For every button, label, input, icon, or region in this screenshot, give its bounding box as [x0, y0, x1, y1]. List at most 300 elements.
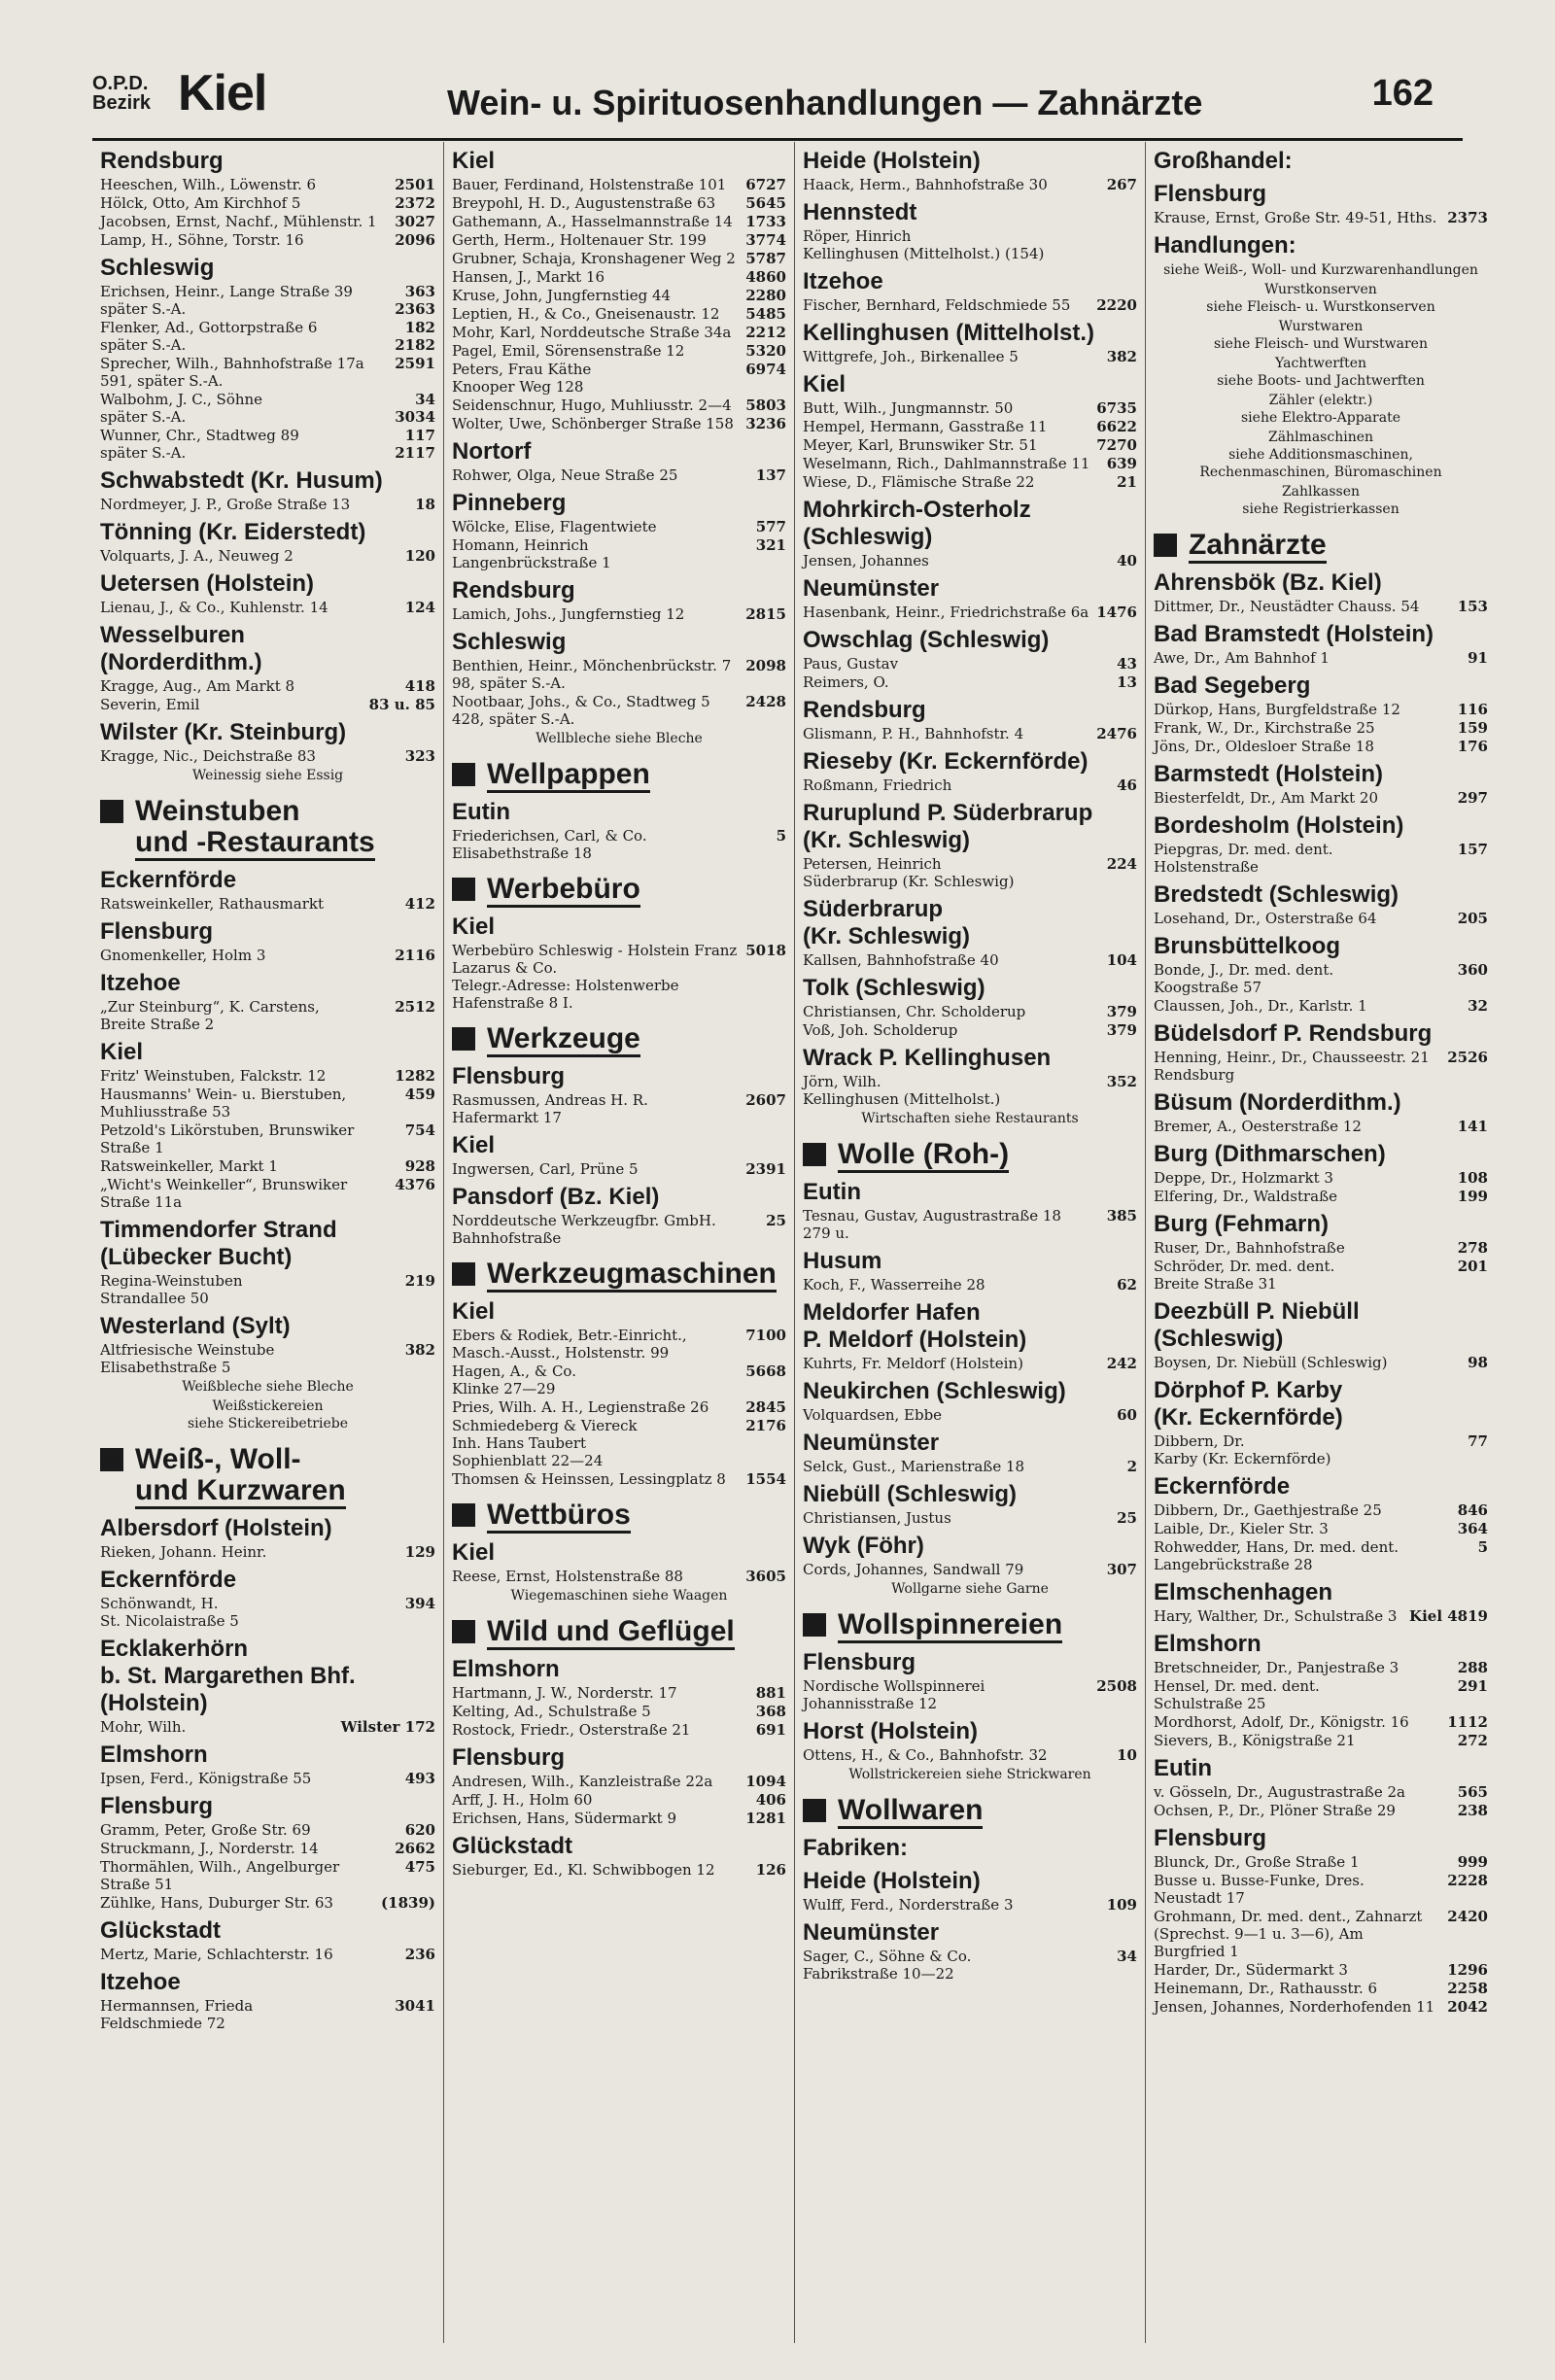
listing-name: Heeschen, Wilh., Löwenstr. 6	[100, 176, 317, 193]
listing-entry	[1154, 997, 1488, 1015]
listing-entry	[100, 547, 435, 565]
listing-entry	[1154, 841, 1488, 876]
phone-number: Wilster 172	[340, 1718, 435, 1736]
listing-entry	[803, 725, 1137, 742]
listing-entry	[452, 466, 786, 484]
phone-number: 176	[1457, 738, 1488, 755]
listing-entry	[100, 1894, 435, 1912]
category-heading	[1154, 530, 1488, 564]
phone-number: 5018	[745, 942, 786, 959]
listing-name: Ingwersen, Carl, Prüne 5	[452, 1160, 639, 1178]
cross-reference: Wiegemaschinen siehe Waagen	[510, 1588, 728, 1604]
listing-name: Volquardsen, Ebbe	[803, 1406, 943, 1424]
listing-entry	[100, 1272, 435, 1307]
listing-entry	[803, 1073, 1137, 1108]
category-title: Werkzeuge	[487, 1023, 640, 1057]
listing-name: „Zur Steinburg“, K. Carstens, Breite Straße 2	[100, 998, 320, 1033]
phone-number: 2391	[745, 1160, 786, 1178]
phone-number: 6735	[1096, 399, 1137, 417]
phone-number: 999	[1457, 1853, 1488, 1871]
phone-number: 98	[1468, 1354, 1488, 1371]
cross-reference: Wollgarne siehe Garne	[891, 1581, 1049, 1597]
listing-name: Rohwedder, Hans, Dr. med. dent. Langebrückstraße 28	[1154, 1538, 1400, 1573]
listing-name: Koch, F., Wasserreihe 28	[803, 1276, 985, 1293]
place-heading: Elmshorn	[1154, 1631, 1261, 1657]
phone-number: 117 2117	[395, 427, 435, 462]
listing-name: Gramm, Peter, Große Str. 69	[100, 1821, 311, 1839]
square-bullet-icon	[452, 1262, 475, 1286]
phone-number: 5787	[745, 250, 786, 267]
phone-number: 323	[404, 747, 435, 765]
place-heading: Nortorf	[452, 438, 532, 465]
phone-number: 565	[1457, 1783, 1488, 1801]
listing-entry	[100, 696, 435, 713]
category-heading	[100, 796, 435, 861]
phone-number: 2228	[1447, 1872, 1488, 1889]
listing-name: Hermannsen, Frieda Feldschmiede 72	[100, 1997, 254, 2032]
listing-name: Nootbaar, Johs., & Co., Stadtweg 5 428, später S.-A.	[452, 693, 710, 728]
phone-number: 368	[755, 1703, 786, 1720]
phone-number: 2372	[395, 194, 435, 212]
place-heading: Heide (Holstein)	[803, 148, 981, 174]
square-bullet-icon	[803, 1613, 826, 1637]
phone-number: 2512	[395, 998, 435, 1016]
listing-name: Sager, C., Söhne & Co. Fabrikstraße 10—22	[803, 1948, 972, 1983]
listing-entry	[803, 296, 1137, 314]
listing-entry	[100, 1718, 435, 1736]
phone-number: 2526	[1447, 1049, 1488, 1066]
listing-name: Norddeutsche Werkzeugfbr. GmbH. Bahnhofstraße	[452, 1212, 716, 1247]
listing-name: Wolter, Uwe, Schönberger Straße 158	[452, 415, 734, 432]
listing-name: Nordmeyer, J. P., Große Straße 13	[100, 496, 351, 513]
phone-number: 43	[1117, 655, 1137, 673]
phone-number: 3774	[745, 231, 786, 249]
listing-name: Butt, Wilh., Jungmannstr. 50	[803, 399, 1014, 417]
phone-number: 364	[1457, 1520, 1488, 1537]
listing-entry	[803, 227, 1137, 262]
phone-number: 6727	[745, 176, 786, 193]
cross-reference: Yachtwerften siehe Boots- und Jachtwerften	[1217, 356, 1425, 389]
phone-number: 6974	[745, 361, 786, 378]
place-heading: Eckernförde	[100, 1567, 237, 1593]
listing-name: Ratsweinkeller, Markt 1	[100, 1157, 278, 1175]
category-title: Zahnärzte	[1189, 530, 1327, 564]
listing-entry	[100, 1840, 435, 1857]
listing-name: Awe, Dr., Am Bahnhof 1	[1154, 649, 1330, 667]
place-heading: Flensburg	[1154, 1825, 1267, 1851]
listing-entry	[452, 342, 786, 360]
listing-entry	[452, 1091, 786, 1126]
listing-entry	[452, 1398, 786, 1416]
place-heading: Kiel	[100, 1039, 144, 1065]
listing-name: Sprecher, Wilh., Bahnhofstraße 17a 591, später S.-A.	[100, 355, 364, 390]
listing-entry	[452, 1861, 786, 1879]
cross-reference: Weißstickereien siehe Stickereibetriebe	[187, 1398, 349, 1431]
listing-entry	[452, 1684, 786, 1702]
phone-number: 18	[415, 496, 435, 513]
phone-number: 2096	[395, 231, 435, 249]
listing-name: Andresen, Wilh., Kanzleistraße 22a	[452, 1773, 713, 1790]
phone-number: 2258	[1447, 1980, 1488, 1997]
listing-entry	[100, 1157, 435, 1175]
place-heading: Timmendorfer Strand (Lübecker Bucht)	[100, 1217, 337, 1270]
listing-name: Mohr, Karl, Norddeutsche Straße 34a	[452, 324, 732, 341]
listing-entry	[452, 1417, 786, 1469]
phone-number: 2508	[1096, 1677, 1137, 1695]
category-title: Werkzeugmaschinen	[487, 1259, 777, 1293]
phone-number: 2176	[745, 1417, 786, 1434]
phone-number: 34 3034	[395, 391, 435, 426]
listing-name: Walbohm, J. C., Söhne später S.-A.	[100, 391, 263, 426]
square-bullet-icon	[1154, 534, 1177, 557]
listing-name: Frank, W., Dr., Kirchstraße 25	[1154, 719, 1375, 737]
listing-entry	[100, 1067, 435, 1085]
listing-entry	[100, 747, 435, 765]
listing-name: Friederichsen, Carl, & Co. Elisabethstraße 18	[452, 827, 647, 862]
phone-number: 272	[1457, 1732, 1488, 1749]
listing-entry	[452, 1327, 786, 1362]
phone-number: 267	[1106, 176, 1137, 193]
place-heading: Owschlag (Schleswig)	[803, 627, 1050, 653]
listing-entry	[1154, 1188, 1488, 1205]
listing-entry	[1154, 1872, 1488, 1907]
phone-number: 2116	[395, 947, 435, 964]
listing-name: Jörn, Wilh. Kellinghusen (Mittelholst.)	[803, 1073, 1001, 1108]
phone-number: 120	[404, 547, 435, 565]
phone-number: 13	[1117, 673, 1137, 691]
phone-number: 1296	[1447, 1961, 1488, 1979]
listing-entry	[452, 1721, 786, 1739]
listing-name: Deppe, Dr., Holzmarkt 3	[1154, 1169, 1333, 1187]
place-heading: Burg (Dithmarschen)	[1154, 1141, 1386, 1167]
listing-name: Peters, Frau Käthe Knooper Weg 128	[452, 361, 592, 396]
place-heading: Eckernförde	[100, 867, 237, 893]
phone-number: 104	[1106, 951, 1137, 969]
listing-name: Leptien, H., & Co., Gneisenaustr. 12	[452, 305, 720, 323]
listing-name: Ottens, H., & Co., Bahnhofstr. 32	[803, 1746, 1048, 1764]
listing-entry	[100, 176, 435, 193]
listing-entry	[803, 604, 1137, 621]
place-heading: Uetersen (Holstein)	[100, 570, 315, 597]
listing-entry	[1154, 1783, 1488, 1801]
page-number: 162	[1371, 73, 1434, 114]
category-heading	[452, 1616, 786, 1650]
phone-number: 5320	[745, 342, 786, 360]
category-title: Weinstuben und -Restaurants	[135, 796, 375, 861]
phone-number: 620	[404, 1821, 435, 1839]
phone-number: 5	[776, 827, 786, 845]
phone-number: 288	[1457, 1659, 1488, 1676]
phone-number: 3236	[745, 415, 786, 432]
place-heading: Husum	[803, 1248, 882, 1274]
category-title: Weiß-, Woll- und Kurzwaren	[135, 1444, 346, 1509]
category-heading	[452, 1023, 786, 1057]
listing-name: Petersen, Heinrich Süderbrarup (Kr. Schleswig)	[803, 855, 1015, 890]
listing-name: Gathemann, A., Hasselmannstraße 14	[452, 213, 733, 230]
category-heading	[803, 1609, 1137, 1643]
listing-entry	[1154, 961, 1488, 996]
phone-number: 236	[404, 1946, 435, 1963]
listing-name: Sieburger, Ed., Kl. Schwibbogen 12	[452, 1861, 715, 1879]
listing-name: Elfering, Dr., Waldstraße	[1154, 1188, 1337, 1205]
listing-name: Petzold's Likörstuben, Brunswiker Straße 1	[100, 1121, 355, 1156]
place-heading: Wyk (Föhr)	[803, 1533, 924, 1559]
phone-number: 1733	[745, 213, 786, 230]
place-heading: Ruruplund P. Süderbrarup (Kr. Schleswig)	[803, 800, 1093, 853]
listing-name: Ipsen, Ferd., Königstraße 55	[100, 1770, 312, 1787]
place-heading: Westerland (Sylt)	[100, 1313, 291, 1339]
place-heading: Deezbüll P. Niebüll (Schleswig)	[1154, 1298, 1360, 1352]
square-bullet-icon	[452, 1620, 475, 1643]
phone-number: 5803	[745, 397, 786, 414]
phone-number: 493	[404, 1770, 435, 1787]
listing-name: Zühlke, Hans, Duburger Str. 63	[100, 1894, 333, 1912]
listing-entry	[803, 673, 1137, 691]
listing-entry	[100, 1121, 435, 1156]
phone-number: 5668	[745, 1362, 786, 1380]
place-heading: Niebüll (Schleswig)	[803, 1481, 1018, 1507]
listing-name: Lamich, Johs., Jungfernstieg 12	[452, 605, 685, 623]
place-heading: Itzehoe	[803, 268, 883, 294]
listing-name: Busse u. Busse-Funke, Dres. Neustadt 17	[1154, 1872, 1365, 1907]
place-heading: Schleswig	[100, 255, 215, 281]
phone-number: 7100	[745, 1327, 786, 1344]
place-heading: Flensburg	[100, 1793, 214, 1819]
phone-number: 691	[755, 1721, 786, 1739]
listing-name: Wiese, D., Flämische Straße 22	[803, 473, 1035, 491]
listing-name: Christiansen, Justus	[803, 1509, 951, 1527]
listing-name: Tesnau, Gustav, Augustrastraße 18 279 u.	[803, 1207, 1061, 1242]
phone-number: 199	[1457, 1188, 1488, 1205]
phone-number: 459	[404, 1086, 435, 1103]
listing-name: Henning, Heinr., Dr., Chausseestr. 21 Rendsburg	[1154, 1049, 1430, 1084]
listing-name: Erichsen, Hans, Südermarkt 9	[452, 1810, 677, 1827]
listing-entry	[100, 427, 435, 462]
listing-entry	[1154, 1802, 1488, 1819]
listing-name: Voß, Joh. Scholderup	[803, 1021, 958, 1039]
cross-reference: Wellbleche siehe Bleche	[536, 731, 703, 746]
phone-number: 182 2182	[395, 319, 435, 354]
listing-entry	[452, 1791, 786, 1809]
phone-number: 754	[404, 1121, 435, 1139]
listing-entry	[452, 1212, 786, 1247]
place-heading: Burg (Fehmarn)	[1154, 1211, 1329, 1237]
place-heading: Heide (Holstein)	[803, 1868, 981, 1894]
directory-columns	[92, 142, 1497, 2343]
listing-entry	[100, 998, 435, 1033]
listing-entry	[452, 536, 786, 571]
listing-name: Wunner, Chr., Stadtweg 89 später S.-A.	[100, 427, 299, 462]
listing-entry	[100, 194, 435, 212]
phone-number: 129	[404, 1543, 435, 1561]
place-heading: Kiel	[452, 1539, 496, 1566]
phone-number: 406	[755, 1791, 786, 1809]
phone-number: 157	[1457, 841, 1488, 858]
listing-entry	[803, 776, 1137, 794]
listing-entry	[1154, 1998, 1488, 2016]
place-heading: Wrack P. Kellinghusen	[803, 1045, 1052, 1071]
category-heading	[100, 1444, 435, 1509]
listing-entry	[803, 1021, 1137, 1039]
place-heading: Rendsburg	[803, 697, 926, 723]
place-heading: Fabriken:	[803, 1835, 909, 1861]
phone-number: 6622	[1096, 418, 1137, 435]
phone-number: 34	[1117, 1948, 1137, 1965]
phone-number: 116	[1457, 701, 1488, 718]
phone-number: 124	[404, 599, 435, 616]
phone-number: 137	[755, 466, 786, 484]
listing-name: Ratsweinkeller, Rathausmarkt	[100, 895, 325, 913]
place-heading: Eckernförde	[1154, 1473, 1291, 1500]
listing-entry	[1154, 598, 1488, 615]
listing-name: Severin, Emil	[100, 696, 200, 713]
place-heading: Elmshorn	[100, 1742, 208, 1768]
place-heading: Itzehoe	[100, 970, 181, 996]
phone-number: 3027	[395, 213, 435, 230]
place-heading: Tolk (Schleswig)	[803, 975, 985, 1001]
listing-name: Schröder, Dr. med. dent. Breite Straße 31	[1154, 1258, 1335, 1293]
listing-name: Erichsen, Heinr., Lange Straße 39 später S.-A.	[100, 283, 353, 318]
phone-number: 2815	[745, 605, 786, 623]
cross-reference: Weißbleche siehe Bleche	[182, 1379, 354, 1395]
listing-name: Gerth, Herm., Holtenauer Str. 199	[452, 231, 707, 249]
cross-reference: siehe Weiß-, Woll- und Kurzwarenhandlungen	[1163, 262, 1478, 278]
listing-name: Glismann, P. H., Bahnhofstr. 4	[803, 725, 1024, 742]
listing-entry	[100, 231, 435, 249]
place-heading: Wesselburen (Norderdithm.)	[100, 622, 262, 675]
phone-number: 5645	[745, 194, 786, 212]
listing-entry	[1154, 1713, 1488, 1731]
category-title: Wettbüros	[487, 1500, 631, 1534]
listing-entry	[452, 268, 786, 286]
listing-name: Dittmer, Dr., Neustädter Chauss. 54	[1154, 598, 1420, 615]
cross-reference: Wurstkonserven siehe Fleisch- u. Wurstkonserven	[1206, 282, 1435, 315]
listing-entry	[803, 473, 1137, 491]
place-heading: Kiel	[452, 1132, 496, 1158]
phone-number: 1554	[745, 1470, 786, 1488]
place-heading: Flensburg	[100, 918, 214, 945]
listing-entry	[100, 1946, 435, 1963]
column-3	[794, 142, 1145, 2343]
place-heading: Kiel	[452, 1298, 496, 1325]
place-heading: Tönning (Kr. Eiderstedt)	[100, 519, 366, 545]
phone-number: 379	[1106, 1003, 1137, 1020]
listing-name: Benthien, Heinr., Mönchenbrückstr. 7 98, später S.-A.	[452, 657, 732, 692]
listing-entry	[452, 305, 786, 323]
listing-entry	[452, 415, 786, 432]
category-title: Wellpappen	[487, 759, 650, 793]
phone-number: 25	[766, 1212, 786, 1229]
place-heading: Süderbrarup (Kr. Schleswig)	[803, 896, 971, 949]
listing-entry	[1154, 1659, 1488, 1676]
listing-entry	[452, 827, 786, 862]
place-heading: Bredstedt (Schleswig)	[1154, 881, 1400, 908]
place-heading: Wilster (Kr. Steinburg)	[100, 719, 347, 745]
column-4	[1145, 142, 1496, 2343]
phone-number: 394	[404, 1595, 435, 1612]
listing-name: Mohr, Wilh.	[100, 1718, 187, 1736]
place-heading: Büsum (Norderdithm.)	[1154, 1089, 1401, 1116]
listing-name: Cords, Johannes, Sandwall 79	[803, 1561, 1024, 1578]
listing-name: Grubner, Schaja, Kronshagener Weg 2	[452, 250, 736, 267]
category-title: Wollwaren	[838, 1795, 983, 1829]
listing-name: Hasenbank, Heinr., Friedrichstraße 6a	[803, 604, 1089, 621]
place-heading: Büdelsdorf P. Rendsburg	[1154, 1020, 1433, 1047]
phone-number: 242	[1106, 1355, 1137, 1372]
phone-number: 126	[755, 1861, 786, 1879]
listing-name: Röper, Hinrich Kellinghusen (Mittelholst.) (154)	[803, 227, 1045, 262]
phone-number: 2501	[395, 176, 435, 193]
listing-name: Piepgras, Dr. med. dent. Holstenstraße	[1154, 841, 1333, 876]
listing-entry	[452, 324, 786, 341]
listing-name: Kuhrts, Fr. Meldorf (Holstein)	[803, 1355, 1023, 1372]
listing-name: Fischer, Bernhard, Feldschmiede 55	[803, 296, 1071, 314]
square-bullet-icon	[803, 1143, 826, 1166]
place-heading: Kiel	[452, 914, 496, 940]
listing-entry	[100, 947, 435, 964]
listing-name: Rostock, Friedr., Osterstraße 21	[452, 1721, 691, 1739]
phone-number: 2098	[745, 657, 786, 674]
category-heading	[452, 874, 786, 908]
listing-entry	[1154, 1538, 1488, 1573]
listing-entry	[452, 1773, 786, 1790]
phone-number: 2	[1126, 1458, 1137, 1475]
phone-number: 2845	[745, 1398, 786, 1416]
category-title: Wollspinnereien	[838, 1609, 1062, 1643]
listing-name: Seidenschnur, Hugo, Muhliusstr. 2—4	[452, 397, 732, 414]
listing-name: Dürkop, Hans, Burgfeldstraße 12	[1154, 701, 1400, 718]
phone-number: 297	[1457, 789, 1488, 807]
listing-entry	[100, 213, 435, 230]
listing-entry	[803, 655, 1137, 673]
phone-number: 25	[1117, 1509, 1137, 1527]
place-heading: Horst (Holstein)	[803, 1718, 978, 1744]
place-heading: Kellinghusen (Mittelholst.)	[803, 320, 1094, 346]
phone-number: 219	[404, 1272, 435, 1290]
listing-name: Bonde, J., Dr. med. dent. Koogstraße 57	[1154, 961, 1334, 996]
cross-reference: Wirtschaften siehe Restaurants	[861, 1111, 1079, 1126]
phone-number: 201	[1457, 1258, 1488, 1275]
listing-entry	[1154, 1732, 1488, 1749]
listing-name: Volquarts, J. A., Neuweg 2	[100, 547, 294, 565]
phone-number: 577	[755, 518, 786, 535]
listing-name: Bretschneider, Dr., Panjestraße 3	[1154, 1659, 1400, 1676]
listing-name: Struckmann, J., Norderstr. 14	[100, 1840, 319, 1857]
listing-entry	[100, 1770, 435, 1787]
place-heading: Rendsburg	[100, 148, 224, 174]
phone-number: 1281	[745, 1810, 786, 1827]
listing-entry	[452, 1160, 786, 1178]
place-heading: Rendsburg	[452, 577, 575, 604]
listing-name: Nordische Wollspinnerei Johannisstraße 12	[803, 1677, 985, 1712]
listing-entry	[452, 231, 786, 249]
place-heading: Dörphof P. Karby (Kr. Eckernförde)	[1154, 1377, 1343, 1431]
listing-name: Sievers, B., Königstraße 21	[1154, 1732, 1356, 1749]
place-heading: Barmstedt (Holstein)	[1154, 761, 1384, 787]
phone-number: 360	[1457, 961, 1488, 979]
listing-name: Homann, Heinrich Langenbrückstraße 1	[452, 536, 611, 571]
listing-name: Hary, Walther, Dr., Schulstraße 3	[1154, 1607, 1398, 1625]
listing-entry	[1154, 719, 1488, 737]
cross-reference: Wurstwaren siehe Fleisch- und Wurstwaren	[1214, 319, 1428, 352]
square-bullet-icon	[100, 800, 123, 823]
place-heading: Kiel	[803, 371, 847, 397]
listing-name: Werbebüro Schleswig - Holstein Franz Lazarus & Co. Telegr.-Adresse: Holstenwerbe Hafenstraße 8 I.	[452, 942, 738, 1012]
category-heading	[803, 1795, 1137, 1829]
listing-entry	[100, 599, 435, 616]
phone-number: 2220	[1096, 296, 1137, 314]
listing-entry	[803, 855, 1137, 890]
